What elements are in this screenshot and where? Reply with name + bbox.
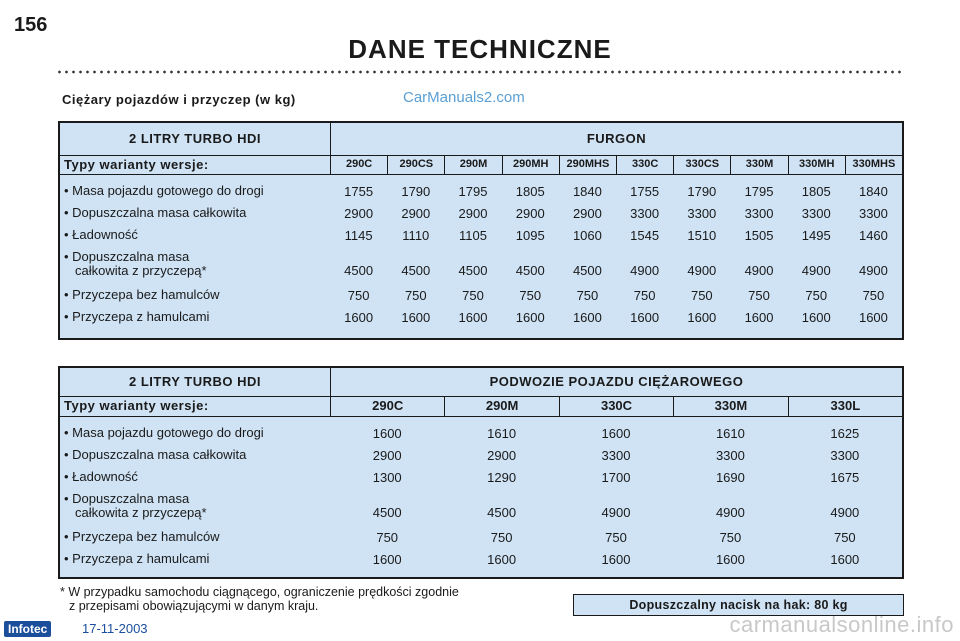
row-values — [330, 206, 902, 221]
table-cell: 1060 — [572, 228, 602, 243]
table-cell: 750 — [376, 530, 399, 545]
row-label-line: • Przyczepa z hamulcami — [64, 551, 210, 566]
table-cell: 1545 — [630, 228, 660, 243]
table-cell: 2900 — [458, 206, 488, 221]
table-cell: 1610 — [487, 426, 517, 441]
table-cell: 3300 — [801, 206, 831, 221]
row-label-line: całkowita z przyczepą* — [75, 263, 207, 278]
table-row — [60, 492, 902, 520]
table-cell: 1840 — [572, 184, 602, 199]
row-values — [330, 470, 902, 485]
row-label — [60, 288, 330, 303]
table-cell: 1600 — [372, 426, 402, 441]
column-header: 290M — [445, 155, 502, 174]
table-row — [60, 184, 902, 199]
table-cell: 4900 — [858, 263, 888, 278]
table-cell: 4500 — [572, 263, 602, 278]
column-header: 330MHS — [852, 158, 896, 170]
table-cell: 1600 — [372, 552, 402, 567]
table-cell: 1600 — [344, 310, 374, 325]
row-values — [330, 310, 902, 325]
table-cell: 750 — [805, 288, 828, 303]
row-label-line: • Dopuszczalna masa — [64, 249, 190, 264]
column-header: 330M — [674, 396, 788, 416]
table-cell: 4900 — [601, 505, 631, 520]
table-cell: 1675 — [830, 470, 860, 485]
footnote-line-1: * W przypadku samochodu ciągnącego, ograniczenie prędkości zgodnie — [60, 585, 459, 599]
row-values — [330, 492, 902, 520]
furgon-weights-table — [58, 121, 904, 340]
table-cell: 3300 — [687, 206, 717, 221]
table-cell: 1600 — [601, 552, 631, 567]
column-header: 330C — [560, 396, 674, 416]
table-cell: 750 — [519, 288, 542, 303]
table-cell: 3300 — [830, 448, 860, 463]
column-header: 330C — [617, 155, 674, 174]
category-label: FURGON — [586, 131, 647, 146]
table-cell: 1505 — [744, 228, 774, 243]
table-cell: 1460 — [858, 228, 888, 243]
types-columns — [331, 396, 902, 416]
table-cell: 3300 — [630, 206, 660, 221]
footnote — [60, 585, 459, 613]
table-row — [60, 448, 902, 463]
table-cell: 2900 — [401, 206, 431, 221]
row-label — [60, 184, 330, 199]
table-row — [60, 470, 902, 485]
table-cell: 750 — [490, 530, 513, 545]
table-row — [60, 288, 902, 303]
table-cell: 1610 — [715, 426, 745, 441]
table-row — [60, 310, 902, 325]
table-cell: 1690 — [715, 470, 745, 485]
types-header-row — [60, 155, 902, 175]
category-label: PODWOZIE POJAZDU CIĘŻAROWEGO — [489, 374, 744, 389]
row-label-line: • Ładowność — [64, 227, 138, 242]
row-label — [60, 448, 330, 463]
table-cell: 750 — [462, 288, 484, 303]
row-values — [330, 530, 902, 545]
table-cell: 1600 — [601, 426, 631, 441]
table-cell: 750 — [690, 288, 713, 303]
table-cell: 750 — [862, 288, 885, 303]
table-row — [60, 206, 902, 221]
table-row — [60, 250, 902, 278]
table-cell: 2900 — [487, 448, 517, 463]
table-cell: 1805 — [515, 184, 545, 199]
row-label — [60, 552, 330, 567]
table-cell: 750 — [605, 530, 627, 545]
column-header: 290C — [331, 396, 445, 416]
footnote-line-2: z przepisami obowiązującymi w danym kraju. — [69, 599, 319, 613]
row-label-line: • Przyczepa z hamulcami — [64, 309, 210, 324]
types-label: Typy warianty wersje: — [60, 155, 331, 174]
row-values — [330, 250, 902, 278]
table-row — [60, 552, 902, 567]
infotec-logo: Infotec — [4, 621, 51, 637]
row-label — [60, 530, 330, 545]
table-cell: 1700 — [601, 470, 631, 485]
table-cell: 1600 — [630, 310, 660, 325]
engine-label: 2 LITRY TURBO HDI — [60, 368, 331, 396]
table-header — [60, 368, 902, 397]
types-header-row — [60, 396, 902, 417]
table-cell: 4500 — [401, 263, 431, 278]
table-cell: 1495 — [801, 228, 831, 243]
row-values — [330, 184, 902, 199]
row-label-line: • Przyczepa bez hamulców — [64, 287, 220, 302]
table-cell: 1600 — [715, 552, 745, 567]
types-columns — [331, 155, 902, 174]
row-label — [60, 206, 330, 221]
footer-site-watermark: carmanualsonline.info — [729, 612, 954, 637]
column-header: 290MH — [503, 155, 560, 174]
table-cell: 2900 — [372, 448, 402, 463]
table-cell: 4500 — [344, 263, 374, 278]
table-cell: 1600 — [458, 310, 488, 325]
table-cell: 1600 — [830, 552, 860, 567]
table-cell: 1600 — [572, 310, 602, 325]
table-cell: 2900 — [572, 206, 602, 221]
table-cell: 2900 — [515, 206, 545, 221]
table-cell: 4500 — [458, 263, 488, 278]
table-cell: 1840 — [858, 184, 888, 199]
table-cell: 1755 — [630, 184, 660, 199]
page-number: 156 — [14, 14, 48, 36]
table-cell: 750 — [833, 530, 856, 545]
table-cell: 1790 — [687, 184, 717, 199]
row-label — [60, 426, 330, 441]
row-label-line: • Dopuszczalna masa całkowita — [64, 447, 247, 462]
table-cell: 1600 — [858, 310, 888, 325]
dotted-divider — [56, 70, 904, 74]
table-cell: 1105 — [459, 228, 487, 243]
table-row — [60, 530, 902, 545]
table-cell: 1755 — [344, 184, 374, 199]
page-title: DANE TECHNICZNE — [348, 34, 612, 64]
row-label — [60, 228, 330, 243]
table-cell: 3300 — [744, 206, 774, 221]
table-header — [60, 123, 902, 156]
table-row — [60, 228, 902, 243]
watermark-text: CarManuals2.com — [403, 89, 525, 106]
table-cell: 1600 — [515, 310, 545, 325]
table-cell: 1600 — [744, 310, 774, 325]
table-cell: 3300 — [858, 206, 888, 221]
row-label — [60, 250, 330, 278]
table-cell: 1110 — [402, 228, 430, 243]
table-cell: 1510 — [687, 228, 717, 243]
table-cell: 4500 — [372, 505, 402, 520]
table-cell: 750 — [347, 288, 370, 303]
table-cell: 1600 — [687, 310, 717, 325]
table-cell: 3300 — [601, 448, 631, 463]
column-header: 330M — [731, 155, 788, 174]
row-values — [330, 552, 902, 567]
table-cell: 750 — [748, 288, 770, 303]
column-header: 290C — [331, 155, 388, 174]
table-cell: 1095 — [515, 228, 545, 243]
row-label-line: • Przyczepa bez hamulców — [64, 529, 220, 544]
row-values — [330, 448, 902, 463]
engine-label: 2 LITRY TURBO HDI — [60, 123, 331, 155]
table-cell: 750 — [404, 288, 427, 303]
table-cell: 1145 — [344, 228, 373, 243]
table-cell: 750 — [633, 288, 656, 303]
section-subtitle: Ciężary pojazdów i przyczep (w kg) — [62, 92, 296, 107]
types-label: Typy warianty wersje: — [60, 396, 331, 416]
table-cell: 4900 — [630, 263, 660, 278]
table-cell: 2900 — [344, 206, 374, 221]
row-label-line: • Dopuszczalna masa całkowita — [64, 205, 247, 220]
table-cell: 1600 — [487, 552, 517, 567]
table-cell: 1625 — [830, 426, 860, 441]
row-label — [60, 310, 330, 325]
table-cell: 1300 — [372, 470, 402, 485]
row-values — [330, 288, 902, 303]
table-cell: 1805 — [801, 184, 831, 199]
table-cell: 4500 — [515, 263, 545, 278]
table-cell: 750 — [719, 530, 742, 545]
column-header: 330L — [830, 398, 861, 413]
column-header: 290CS — [388, 155, 445, 174]
row-label — [60, 492, 330, 520]
row-label-line: • Masa pojazdu gotowego do drogi — [64, 183, 264, 198]
row-values — [330, 228, 902, 243]
table-cell: 1290 — [487, 470, 517, 485]
row-label-line: • Ładowność — [64, 469, 138, 484]
table-cell: 1790 — [401, 184, 431, 199]
table-cell: 1795 — [744, 184, 774, 199]
table-cell: 3300 — [715, 448, 745, 463]
table-cell: 4500 — [487, 505, 517, 520]
row-label-line: • Dopuszczalna masa — [64, 491, 190, 506]
row-label-line: • Masa pojazdu gotowego do drogi — [64, 425, 264, 440]
row-label-line: całkowita z przyczepą* — [75, 505, 207, 520]
table-cell: 1600 — [801, 310, 831, 325]
table-cell: 4900 — [830, 505, 860, 520]
column-header: 290MHS — [560, 155, 617, 174]
table-cell: 1795 — [458, 184, 488, 199]
table-cell: 4900 — [687, 263, 717, 278]
column-header: 290M — [445, 396, 559, 416]
column-header: 330CS — [674, 155, 731, 174]
hitch-load-box: Dopuszczalny nacisk na hak: 80 kg — [573, 594, 904, 616]
table-cell: 4900 — [801, 263, 831, 278]
column-header: 330MH — [789, 155, 846, 174]
row-values — [330, 426, 902, 441]
chassis-weights-table — [58, 366, 904, 579]
table-cell: 4900 — [744, 263, 774, 278]
table-cell: 4900 — [715, 505, 745, 520]
table-cell: 1600 — [401, 310, 431, 325]
table-row — [60, 426, 902, 441]
table-cell: 750 — [576, 288, 599, 303]
footer-date: 17-11-2003 — [82, 621, 148, 636]
row-label — [60, 470, 330, 485]
